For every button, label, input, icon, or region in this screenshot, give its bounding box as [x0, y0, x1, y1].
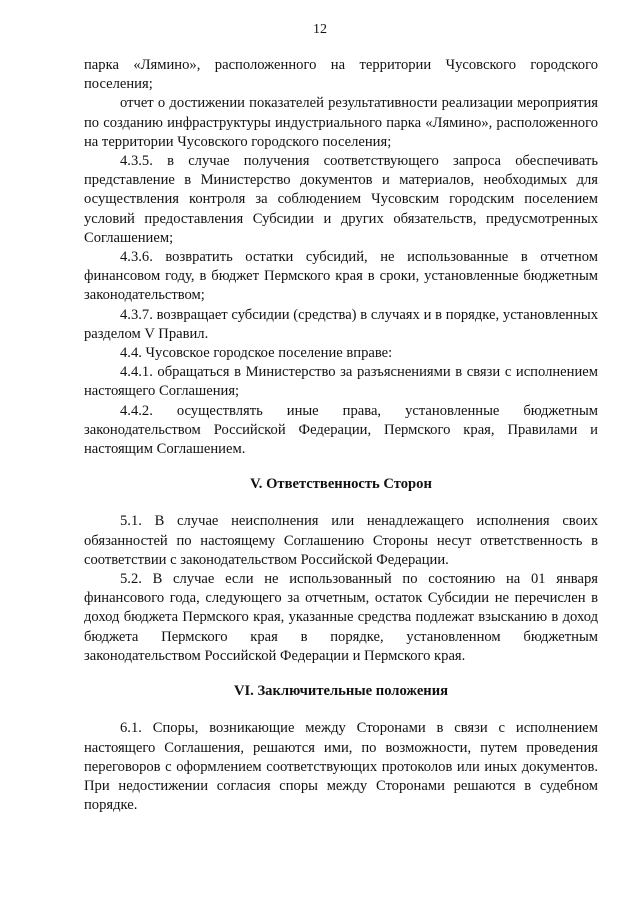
- paragraph: 4.4.1. обращаться в Министерство за разъяснениями в связи с исполнением настоящего Соглашения;: [84, 364, 598, 400]
- paragraph: 4.3.6. возвратить остатки субсидий, не использованные в отчетном финансовом году, в бюджет Пермского края в сроки, установленные бюджетным законодательством;: [84, 249, 598, 304]
- paragraph: парка «Лямино», расположенного на территории Чусовского городского поселения;: [84, 57, 598, 93]
- paragraph: 4.3.7. возвращает субсидии (средства) в случаях и в порядке, установленных разделом V Правил.: [84, 306, 598, 342]
- paragraph: 4.4.2. осуществлять иные права, установленные бюджетным законодательством Российской Федерации, Пермского края, Правилами и настоящим Соглашением.: [84, 402, 598, 458]
- paragraph: 5.2. В случае если не использованный по состоянию на 01 января финансового года, следующего за отчетным, остаток Субсидии не перечислен в доход бюджета Пермского края, указанные средства подлежат взысканию в доход бюджета Пермского края в порядке, установленном бюджетным законодательством Российской Федерации и Пермского края.: [84, 571, 598, 664]
- section-heading: VI. Заключительные положения: [233, 683, 449, 700]
- paragraph: 6.1. Споры, возникающие между Сторонами в связи с исполнением настоящего Соглашения, решаются ими, по возможности, путем проведения переговоров с оформлением соответствующих протоколов или иных документов. При недостижении согласия споры между Сторонами решаются в судебном порядке.: [84, 720, 598, 814]
- paragraph: 4.3.5. в случае получения соответствующего запроса обеспечивать представление в Министерство документов и материалов, необходимых для осуществления контроля за соблюдением Чусовским городским поселением условий предоставления Субсидии и других обязательств, предусмотренных Соглашением;: [84, 153, 598, 246]
- paragraph: 5.1. В случае неисполнения или ненадлежащего исполнения своих обязанностей по настоящему Соглашению Стороны несут ответственность в соответствии с законодательством Российской Федерации.: [84, 513, 598, 568]
- section-heading: V. Ответственность Сторон: [250, 476, 432, 493]
- paragraph: отчет о достижении показателей результативности реализации мероприятия по созданию инфраструктуры индустриального парка «Лямино», расположенного на территории Чусовского городского поселения;: [84, 95, 598, 150]
- paragraph: 4.4. Чусовское городское поселение вправе:: [120, 345, 393, 362]
- page-number: 12: [313, 22, 327, 37]
- document-body: [84, 56, 598, 815]
